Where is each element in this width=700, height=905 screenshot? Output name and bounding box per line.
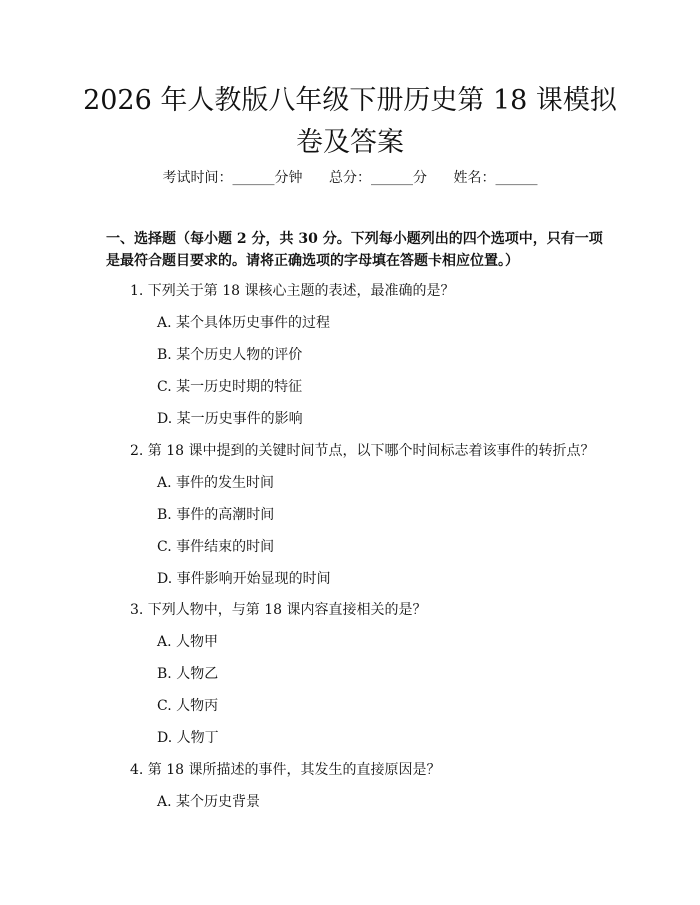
option-item: B. 某个历史人物的评价: [157, 347, 303, 363]
option-item: A. 某个历史背景: [157, 794, 261, 810]
question-stem: 1. 下列关于第 18 课核心主题的表述，最准确的是？: [130, 283, 455, 299]
page-title: 2026 年人教版八年级下册历史第 18 课模拟卷及答案: [83, 85, 617, 158]
option-item: C. 事件结束的时间: [157, 539, 275, 555]
option-item: C. 某一历史时期的特征: [157, 379, 303, 395]
question-stem: 3. 下列人物中，与第 18 课内容直接相关的是？: [130, 602, 427, 618]
option-item: A. 事件的发生时间: [157, 475, 275, 491]
total-score-field: 总分：______分: [329, 170, 427, 186]
option-item: B. 事件的高潮时间: [157, 507, 275, 523]
exam-time-field: 考试时间：______分钟: [162, 170, 303, 186]
student-name-field: 姓名：______: [453, 170, 538, 186]
option-item: D. 人物丁: [157, 730, 219, 746]
option-item: D. 事件影响开始显现的时间: [157, 571, 331, 587]
option-item: D. 某一历史事件的影响: [157, 411, 303, 427]
section-heading: 一、选择题（每小题 2 分，共 30 分。下列每小题列出的四个选项中，只有一项是最符合题目要求的。请将正确选项的字母填在答题卡相应位置。）: [106, 231, 603, 269]
option-item: A. 某个具体历史事件的过程: [157, 315, 331, 331]
option-item: B. 人物乙: [157, 666, 219, 682]
option-item: A. 人物甲: [157, 634, 219, 650]
question-stem: 2. 第 18 课中提到的关键时间节点，以下哪个时间标志着该事件的转折点？: [130, 443, 595, 459]
question-stem: 4. 第 18 课所描述的事件，其发生的直接原因是？: [130, 762, 441, 778]
option-item: C. 人物丙: [157, 698, 219, 714]
